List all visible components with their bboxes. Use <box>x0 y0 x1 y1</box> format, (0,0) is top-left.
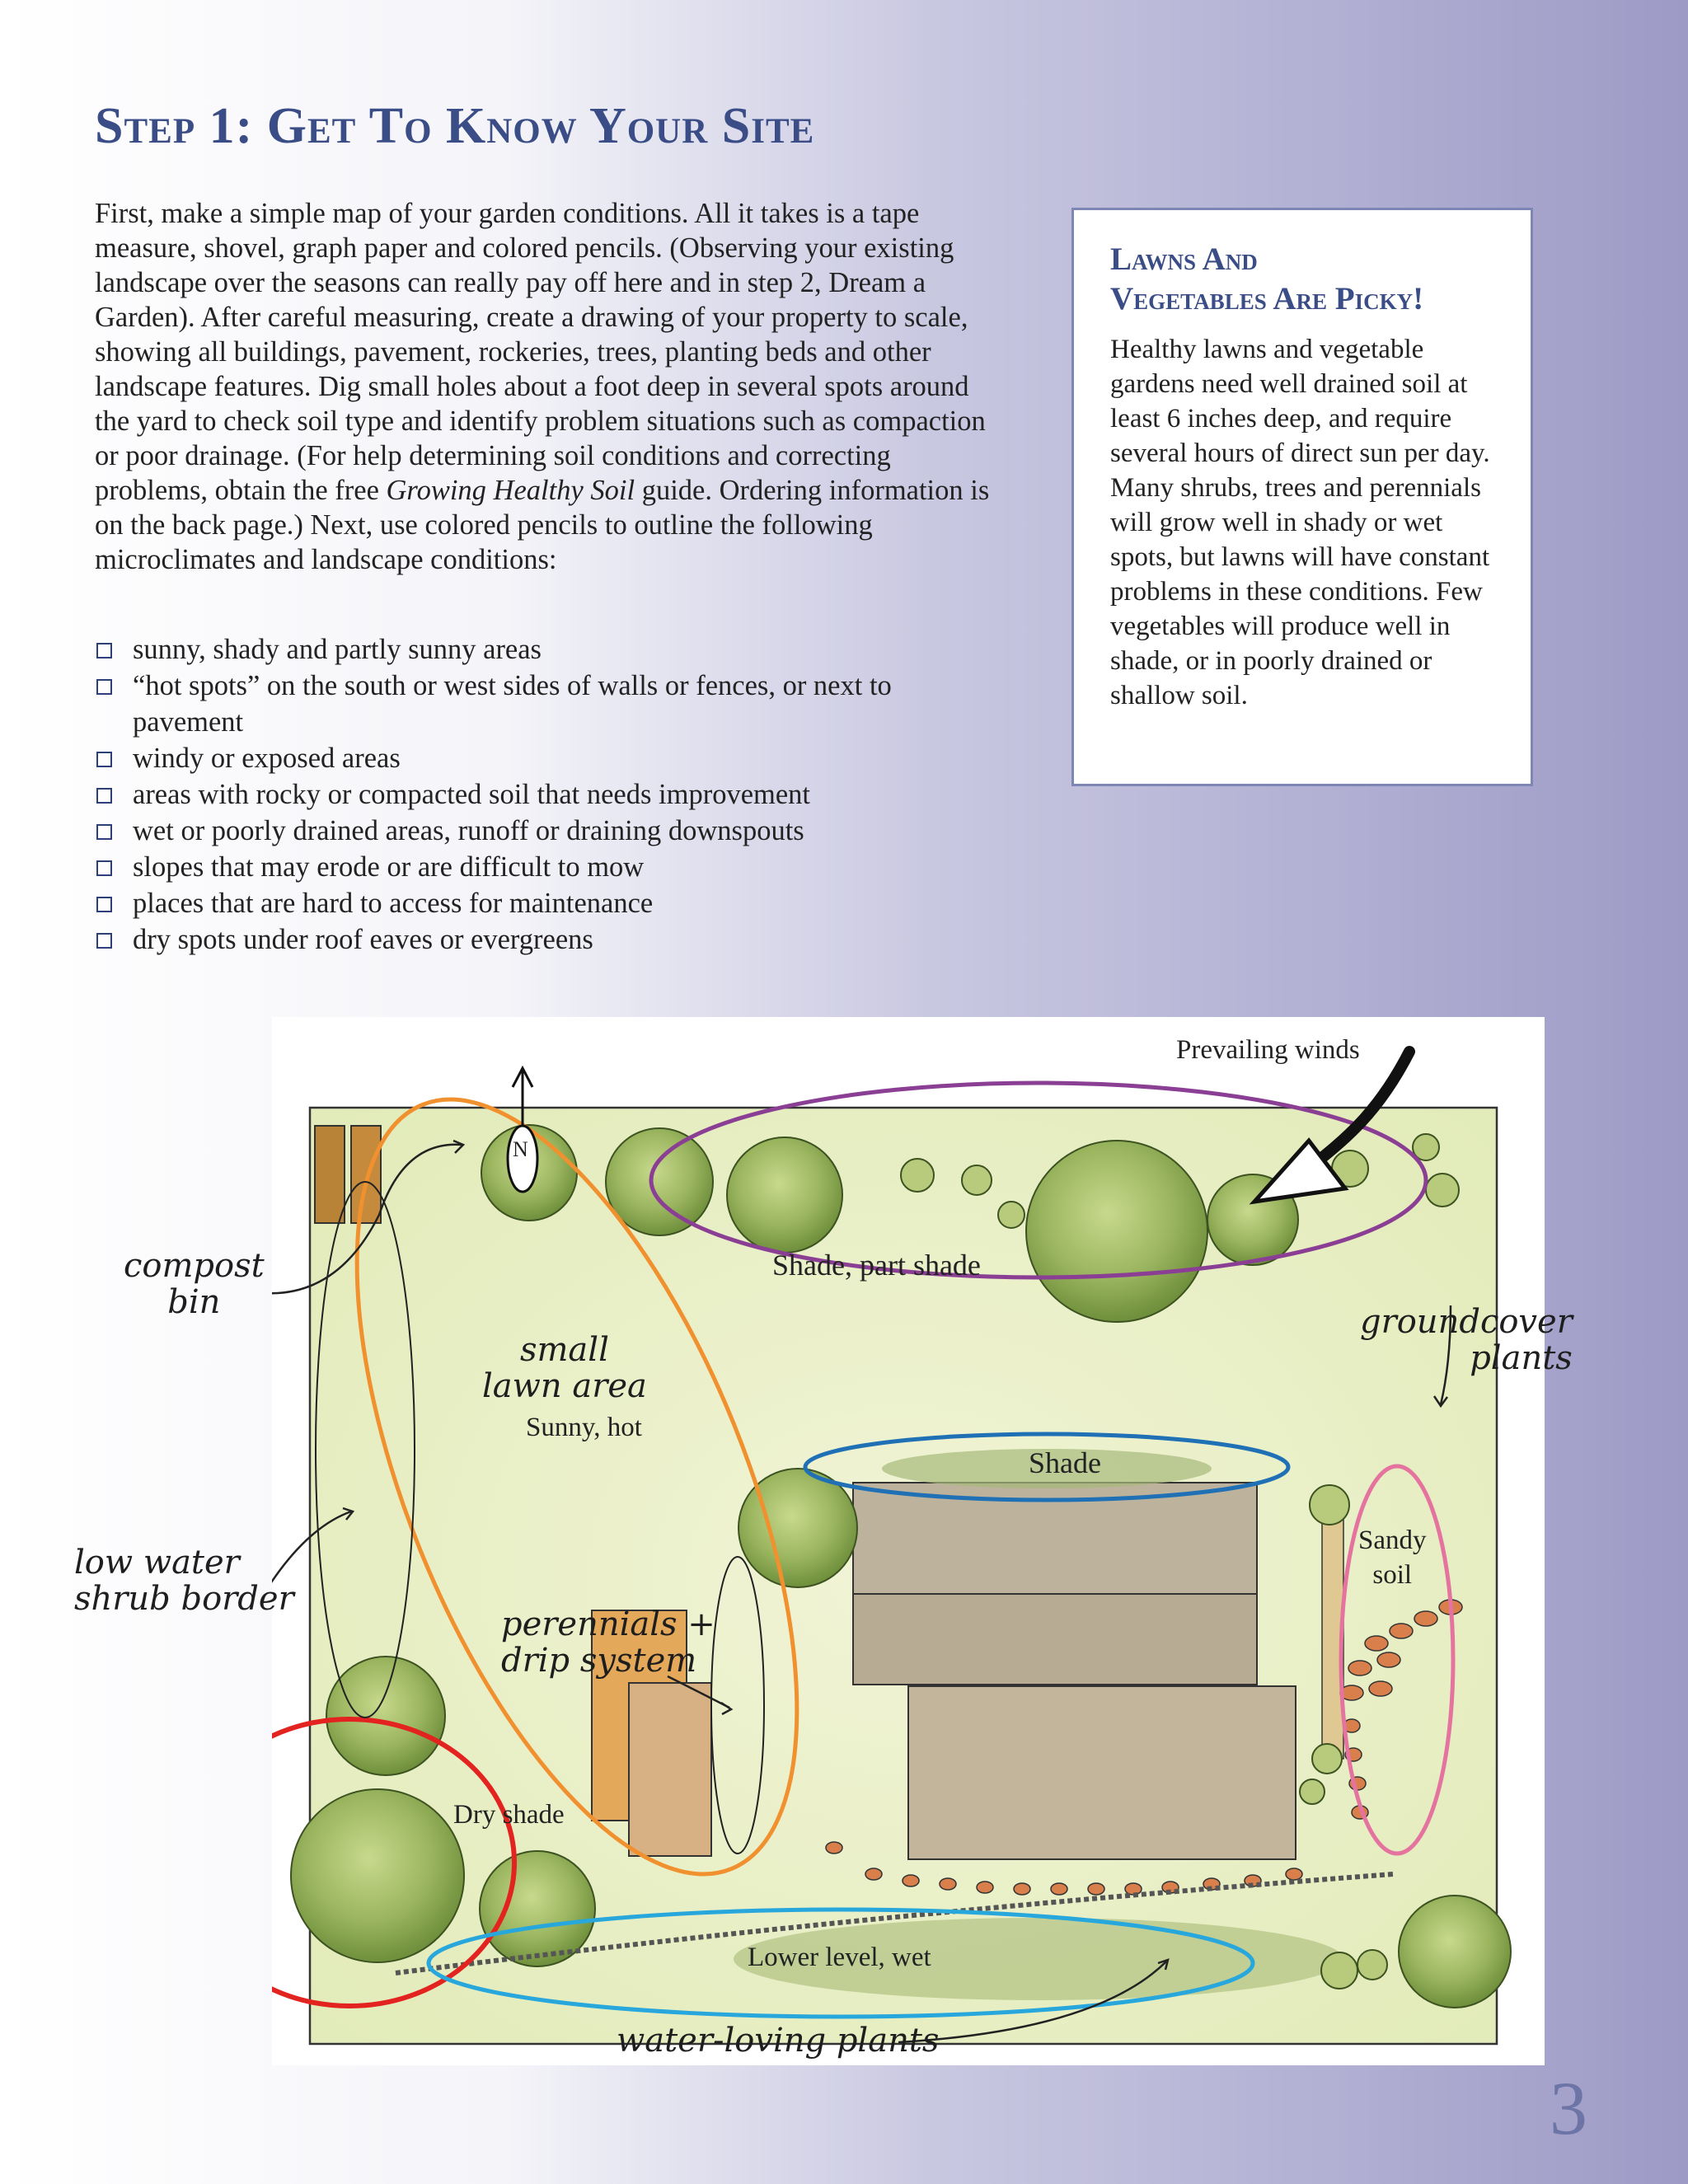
checkbox-icon <box>96 752 112 767</box>
label-sandy-line2: soil <box>1372 1560 1413 1590</box>
sidebar-title <box>1110 240 1498 319</box>
checklist-item <box>95 740 1001 776</box>
checkbox-icon <box>96 933 112 949</box>
note-small-lawn-line2: lawn area <box>482 1367 647 1405</box>
sidebar-title-line1: Lawns And <box>1110 241 1258 277</box>
note-low-water-line1: low water <box>74 1544 240 1582</box>
checklist-item-text: wet or poorly drained areas, runoff or draining downspouts <box>133 815 804 846</box>
tree <box>901 1159 934 1192</box>
checkbox-icon <box>96 679 112 695</box>
tree <box>1399 1896 1511 2008</box>
note-compost-line1: compost <box>124 1247 265 1285</box>
label-sandy-soil <box>1358 1523 1427 1592</box>
site-map-illustration <box>74 1017 1573 2065</box>
note-low-water-shrub-border <box>74 1544 294 1617</box>
checkbox-icon <box>96 643 112 658</box>
tree <box>962 1165 992 1195</box>
note-small-lawn-area <box>482 1332 647 1404</box>
label-sandy-line1: Sandy <box>1358 1526 1427 1555</box>
sidebar-body: Healthy lawns and vegetable gardens need well drained soil at least 6 inches deep, and require several hours of direct sun per day. Many shrubs, trees and perennials will grow well in shady or wet spots, but lawns will have constant problems in these conditions. Few vegetables will produce well in shade, or in poorly drained or shallow soil. <box>1110 335 1490 710</box>
checkbox-icon <box>96 860 112 876</box>
label-shade: Shade <box>1029 1446 1101 1479</box>
checklist-item <box>95 885 1001 921</box>
note-perennials-drip-system <box>501 1606 715 1679</box>
note-water-loving-plants: water-loving plants <box>617 2022 940 2060</box>
note-compost-bin <box>124 1248 265 1320</box>
checklist-item <box>95 921 1001 958</box>
intro-paragraph <box>95 196 1001 577</box>
tree <box>1310 1485 1349 1525</box>
note-low-water-line2: shrub border <box>74 1580 294 1618</box>
label-dry-shade: Dry shade <box>453 1800 565 1830</box>
checklist-item-text: dry spots under roof eaves or evergreens <box>133 924 593 955</box>
intro-guide-title: Growing Healthy Soil <box>386 475 635 506</box>
label-north: N <box>513 1137 528 1161</box>
checkbox-icon <box>96 824 112 840</box>
note-groundcover-line1: groundcover <box>1360 1303 1573 1341</box>
checklist-item <box>95 668 1001 740</box>
intro-text-start: First, make a simple map of your garden conditions. All it takes is a tape measure, shovel, graph paper and colored pencils. (Observing your existing landscape over the seasons can really pay off here and in step 2, Dream a Garden). After careful measuring, create a drawing of your property to scale, showing all buildings, pavement, rockeries, trees, planting beds and other landscape features. Dig small holes about a foot deep in several spots around the yard to check soil type and identify problem situations such as compaction or poor drainage. (For help determining soil conditions and correcting problems, obtain the free <box>95 198 986 506</box>
label-lower-level-wet: Lower level, wet <box>748 1943 931 1972</box>
page-number: 3 <box>1550 2066 1587 2150</box>
site-map-drawing <box>272 1017 1545 2065</box>
checklist-item-text: areas with rocky or compacted soil that needs improvement <box>133 779 810 810</box>
checkbox-icon <box>96 788 112 804</box>
checklist-item-text: places that are hard to access for maintenance <box>133 888 654 919</box>
tree <box>1026 1141 1207 1322</box>
checklist-item <box>95 631 1001 668</box>
checklist-item-text: sunny, shady and partly sunny areas <box>133 634 542 665</box>
note-groundcover-plants <box>1360 1304 1573 1376</box>
checklist-item <box>95 776 1001 813</box>
tree <box>1300 1779 1325 1804</box>
tree <box>1426 1174 1459 1207</box>
intro-text-end: guide. Ordering information is on the back page.) Next, use colored pencils to outline the following microclimates and landscape conditions: <box>95 475 990 575</box>
sidebar-title-line2: Vegetables Are Picky! <box>1110 281 1424 316</box>
checkbox-icon <box>96 897 112 912</box>
tree <box>1312 1744 1342 1774</box>
lawns-vegetables-sidebar <box>1071 208 1533 786</box>
note-perennials-line1: perennials + <box>501 1605 715 1643</box>
tree <box>291 1789 464 1962</box>
label-prevailing-winds: Prevailing winds <box>1176 1035 1360 1065</box>
label-shade-part-shade: Shade, part shade <box>772 1249 981 1282</box>
note-perennials-line2: drip system <box>501 1642 697 1680</box>
tree <box>326 1657 445 1775</box>
note-small-lawn-line1: small <box>519 1331 609 1369</box>
tree <box>998 1202 1025 1228</box>
page-heading: Step 1: Get To Know Your Site <box>95 98 815 154</box>
tree <box>1321 1952 1357 1989</box>
label-sunny-hot: Sunny, hot <box>526 1413 642 1442</box>
note-groundcover-line2: plants <box>1470 1339 1573 1377</box>
checklist-item <box>95 813 1001 849</box>
tree <box>1357 1950 1387 1980</box>
note-compost-line2: bin <box>167 1283 221 1321</box>
checklist-item-text: windy or exposed areas <box>133 743 401 774</box>
conditions-checklist <box>95 631 1001 958</box>
tree <box>727 1137 842 1253</box>
checklist-item <box>95 849 1001 885</box>
checklist-item-text: slopes that may erode or are difficult to mow <box>133 851 645 883</box>
checklist-item-text: “hot spots” on the south or west sides of walls or fences, or next to pavement <box>133 670 892 738</box>
